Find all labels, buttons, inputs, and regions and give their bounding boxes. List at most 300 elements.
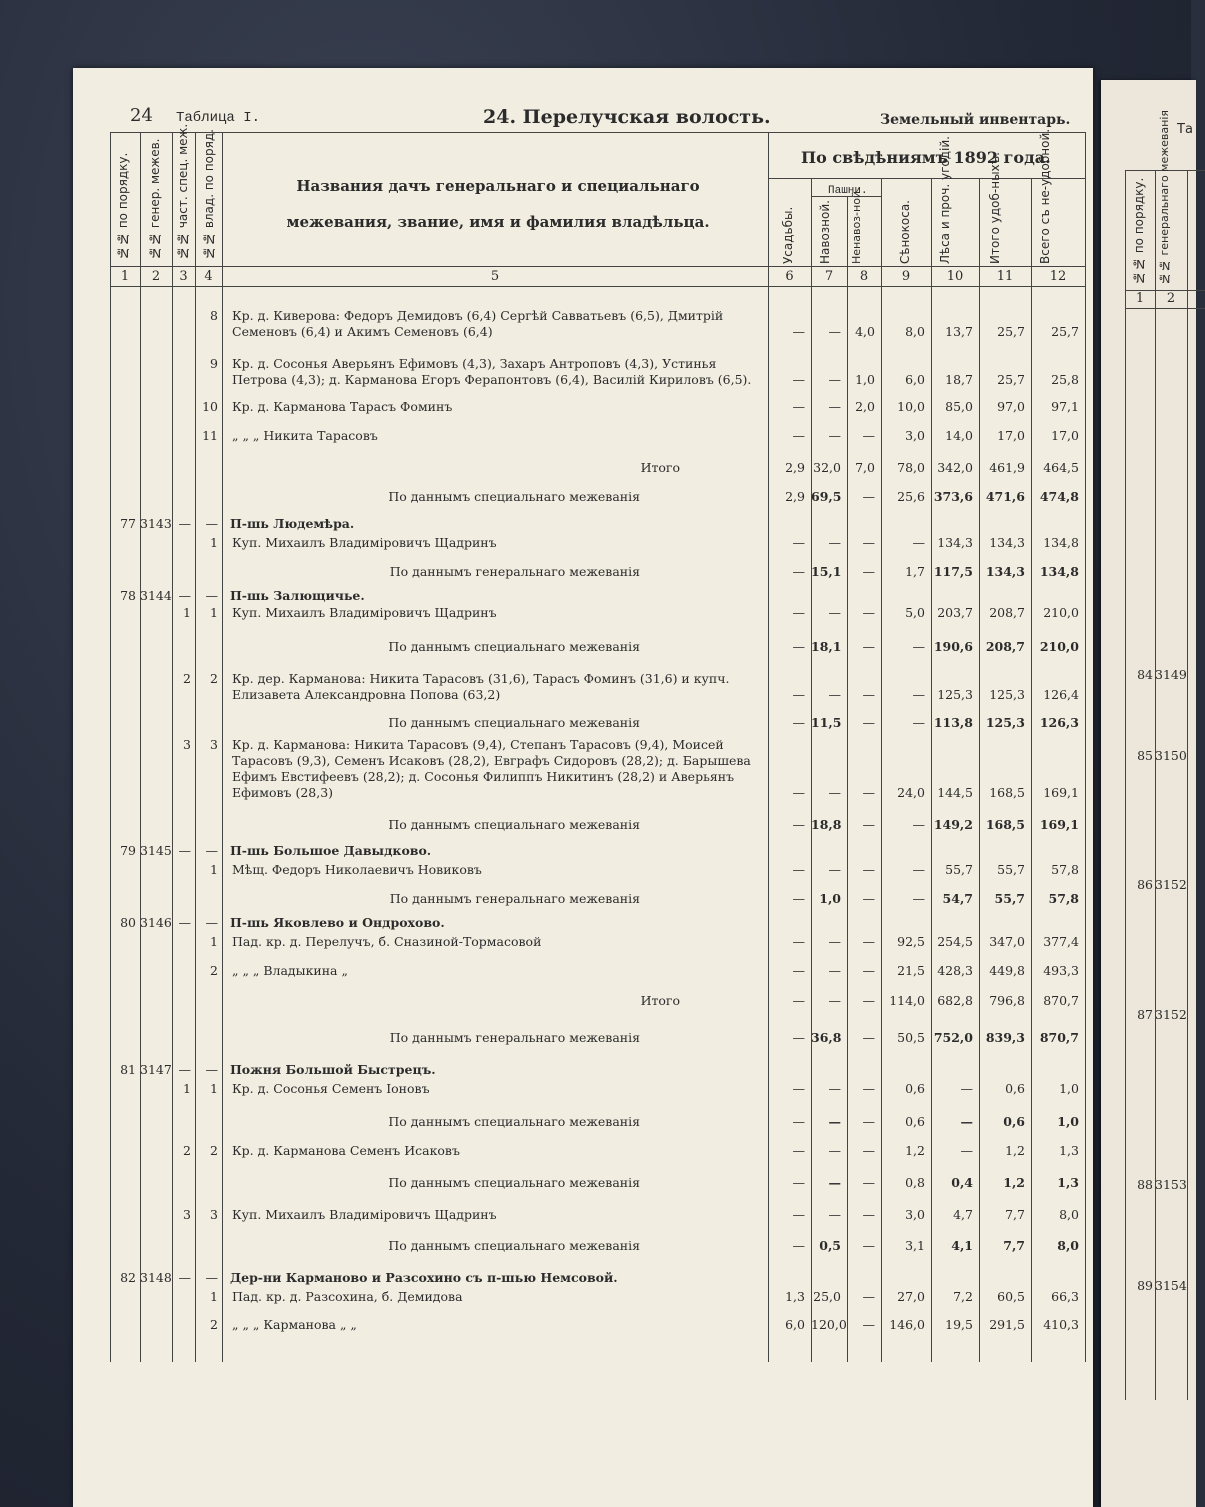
row-c3: 2 bbox=[183, 671, 191, 686]
value-v11: 839,3 bbox=[985, 1030, 1025, 1045]
summary-label: Итого bbox=[640, 993, 680, 1008]
value-v11: 25,7 bbox=[997, 372, 1025, 387]
value-v8: — bbox=[862, 535, 875, 550]
value-v12: 126,3 bbox=[1039, 715, 1079, 730]
value-v12: 25,8 bbox=[1051, 372, 1079, 387]
value-v11: 291,5 bbox=[989, 1317, 1025, 1332]
row-c4: 8 bbox=[210, 308, 218, 323]
value-v8: — bbox=[862, 993, 875, 1008]
adjacent-row-c1: 88 bbox=[1137, 1177, 1153, 1192]
value-v6: — bbox=[792, 862, 805, 877]
value-v6: — bbox=[792, 324, 805, 339]
value-v8: — bbox=[862, 785, 875, 800]
value-v9: 0,6 bbox=[905, 1114, 925, 1129]
value-v12: 410,3 bbox=[1043, 1317, 1079, 1332]
value-v6: — bbox=[792, 934, 805, 949]
running-header-right: Земельный инвентарь. bbox=[880, 112, 1071, 128]
value-v10: 7,2 bbox=[953, 1289, 973, 1304]
value-v9: — bbox=[912, 639, 925, 654]
value-v9: — bbox=[912, 535, 925, 550]
col-header-1: №№ по порядку. bbox=[116, 152, 130, 260]
value-v7: 25,0 bbox=[813, 1289, 841, 1304]
section-heading: П-шь Залющичье. bbox=[230, 588, 365, 603]
value-v6: 1,3 bbox=[785, 1289, 805, 1304]
page-title: 24. Перелучская волость. bbox=[483, 106, 771, 128]
value-v12: 464,5 bbox=[1043, 460, 1079, 475]
colnum-3: 3 bbox=[179, 269, 188, 284]
adjacent-col-header-1: №№ по порядку. bbox=[1132, 177, 1146, 285]
row-c4: 2 bbox=[210, 1143, 218, 1158]
value-v8: — bbox=[862, 1289, 875, 1304]
value-v6: — bbox=[792, 785, 805, 800]
adjacent-colnum-2: 2 bbox=[1166, 291, 1176, 306]
row-c2: 3147 bbox=[140, 1062, 172, 1077]
value-v11: 1,2 bbox=[1003, 1175, 1025, 1190]
row-c1: 81 bbox=[120, 1062, 136, 1077]
col-header-4: №№ влад. по поряд. bbox=[202, 129, 216, 260]
value-v8: 1,0 bbox=[855, 372, 875, 387]
value-v12: 210,0 bbox=[1043, 605, 1079, 620]
value-v7: 120,0 bbox=[811, 1317, 847, 1332]
value-v8: — bbox=[862, 1317, 875, 1332]
table-top-border bbox=[110, 132, 1085, 133]
adjacent-row-c2: 3153 bbox=[1155, 1177, 1187, 1192]
value-v12: 169,1 bbox=[1039, 817, 1079, 832]
row-c3: 1 bbox=[183, 1081, 191, 1096]
value-v12: 870,7 bbox=[1043, 993, 1079, 1008]
value-v9: — bbox=[912, 817, 925, 832]
value-v10: 18,7 bbox=[945, 372, 973, 387]
value-v11: 55,7 bbox=[994, 891, 1025, 906]
row-c3: — bbox=[178, 915, 191, 930]
section-heading: П-шь Большое Давыдково. bbox=[230, 843, 432, 858]
row-c3: 3 bbox=[183, 1207, 191, 1222]
owner-entry: Куп. Михаилъ Владиміровичъ Щадринъ bbox=[232, 1207, 497, 1222]
value-v9: 3,0 bbox=[905, 428, 925, 443]
row-c4: 2 bbox=[210, 963, 218, 978]
value-v6: — bbox=[792, 1238, 805, 1253]
value-v11: 168,5 bbox=[985, 817, 1025, 832]
value-v11: 7,7 bbox=[1005, 1207, 1025, 1222]
row-c4: 1 bbox=[210, 605, 218, 620]
value-v8: 7,0 bbox=[855, 460, 875, 475]
row-c4: 2 bbox=[210, 671, 218, 686]
value-v10: 682,8 bbox=[937, 993, 973, 1008]
value-v8: 4,0 bbox=[855, 324, 875, 339]
adjacent-row-c2: 3149 bbox=[1155, 667, 1187, 682]
adjacent-row-c2: 3152 bbox=[1155, 1007, 1187, 1022]
value-v10: — bbox=[960, 1114, 973, 1129]
row-c1: 82 bbox=[120, 1270, 136, 1285]
value-v9: 50,5 bbox=[897, 1030, 925, 1045]
value-v9: 25,6 bbox=[897, 489, 925, 504]
col-header-10: Лѣса и проч. угодій. bbox=[938, 136, 952, 264]
col-header-8: Ненавоз-ной. bbox=[850, 187, 863, 264]
col-border-left bbox=[110, 132, 111, 1362]
value-v10: 342,0 bbox=[937, 460, 973, 475]
row-c4: 9 bbox=[210, 356, 218, 371]
col-header-11: Итого удоб-ныхъ. bbox=[988, 152, 1002, 264]
value-v11: 134,3 bbox=[989, 535, 1025, 550]
value-v10: 19,5 bbox=[945, 1317, 973, 1332]
value-v11: 134,3 bbox=[985, 564, 1025, 579]
row-c3: 2 bbox=[183, 1143, 191, 1158]
summary-label: Итого bbox=[640, 460, 680, 475]
row-c3: 1 bbox=[183, 605, 191, 620]
value-v9: 21,5 bbox=[897, 963, 925, 978]
summary-label: По даннымъ специальнаго межеванія bbox=[388, 715, 640, 730]
value-v11: 125,3 bbox=[985, 715, 1025, 730]
value-v7: — bbox=[828, 934, 841, 949]
row-c3: — bbox=[178, 843, 191, 858]
value-v10: 117,5 bbox=[933, 564, 973, 579]
value-v9: 5,0 bbox=[905, 605, 925, 620]
row-c2: 3148 bbox=[140, 1270, 172, 1285]
value-v12: 8,0 bbox=[1059, 1207, 1079, 1222]
row-c4: 1 bbox=[210, 862, 218, 877]
row-c1: 80 bbox=[120, 915, 136, 930]
value-v9: 24,0 bbox=[897, 785, 925, 800]
value-v12: 1,0 bbox=[1059, 1081, 1079, 1096]
row-c1: 78 bbox=[120, 588, 136, 603]
colnum-divider bbox=[110, 286, 1085, 287]
value-v8: — bbox=[862, 1207, 875, 1222]
adjacent-row-c1: 85 bbox=[1137, 748, 1153, 763]
value-v10: 113,8 bbox=[933, 715, 973, 730]
value-v11: 17,0 bbox=[997, 428, 1025, 443]
row-c4: 1 bbox=[210, 535, 218, 550]
owner-entry: Пад. кр. д. Перелучъ, б. Сназиной-Тормасовой bbox=[232, 934, 542, 949]
value-v10: 125,3 bbox=[937, 687, 973, 702]
value-v7: — bbox=[828, 1207, 841, 1222]
value-v12: 493,3 bbox=[1043, 963, 1079, 978]
value-v10: — bbox=[960, 1143, 973, 1158]
page-number: 24 bbox=[130, 105, 153, 126]
value-v6: — bbox=[792, 1081, 805, 1096]
owner-entry: Кр. д. Карманова Тарасъ Фоминъ bbox=[232, 399, 453, 414]
owner-entry: Кр. д. Киверова: Федоръ Демидовъ (6,4) Сергѣй Савватьевъ (6,5), Дмитрій Семеновъ (6,4) и Акимъ Семеновъ (6,4) bbox=[232, 308, 724, 339]
value-v10: 149,2 bbox=[933, 817, 973, 832]
value-v11: 208,7 bbox=[985, 639, 1025, 654]
value-v7: — bbox=[828, 862, 841, 877]
value-v11: 7,7 bbox=[1003, 1238, 1025, 1253]
value-v11: 97,0 bbox=[997, 399, 1025, 414]
row-c2: 3143 bbox=[140, 516, 172, 531]
summary-label: По даннымъ специальнаго межеванія bbox=[388, 489, 640, 504]
value-v7: — bbox=[828, 1175, 841, 1190]
row-c4: 3 bbox=[210, 737, 218, 752]
row-c4: — bbox=[205, 1062, 218, 1077]
value-v8: — bbox=[862, 715, 875, 730]
colnum-7: 7 bbox=[824, 269, 834, 284]
value-v6: 2,9 bbox=[785, 460, 805, 475]
value-v6: — bbox=[792, 605, 805, 620]
value-v7: — bbox=[828, 963, 841, 978]
adjacent-col-border-left bbox=[1125, 170, 1126, 1400]
value-v11: 0,6 bbox=[1005, 1081, 1025, 1096]
colnum-1: 1 bbox=[120, 269, 130, 284]
section-heading: П-шь Яковлево и Ондрохово. bbox=[230, 915, 445, 930]
row-c4: 11 bbox=[202, 428, 218, 443]
value-v10: 373,6 bbox=[933, 489, 973, 504]
summary-label: По даннымъ специальнаго межеванія bbox=[388, 639, 640, 654]
value-v7: — bbox=[828, 1114, 841, 1129]
value-v10: 0,4 bbox=[951, 1175, 973, 1190]
value-v11: 1,2 bbox=[1005, 1143, 1025, 1158]
value-v9: 6,0 bbox=[905, 372, 925, 387]
value-v12: 57,8 bbox=[1051, 862, 1079, 877]
value-v10: 85,0 bbox=[945, 399, 973, 414]
value-v8: 2,0 bbox=[855, 399, 875, 414]
owner-entry: „ „ „ Владыкина „ bbox=[232, 963, 348, 978]
value-v9: 1,2 bbox=[905, 1143, 925, 1158]
row-c4: 1 bbox=[210, 1289, 218, 1304]
value-v12: 474,8 bbox=[1039, 489, 1079, 504]
adjacent-row-c1: 89 bbox=[1137, 1278, 1153, 1293]
value-v7: 0,5 bbox=[819, 1238, 841, 1253]
value-v10: 752,0 bbox=[933, 1030, 973, 1045]
adjacent-row-c1: 84 bbox=[1137, 667, 1153, 682]
value-v6: 6,0 bbox=[785, 1317, 805, 1332]
adjacent-page-header: Та bbox=[1177, 122, 1193, 137]
row-c4: 3 bbox=[210, 1207, 218, 1222]
value-v6: — bbox=[792, 1030, 805, 1045]
value-v7: 18,1 bbox=[811, 639, 842, 654]
value-v8: — bbox=[862, 639, 875, 654]
colnum-2: 2 bbox=[151, 269, 161, 284]
value-v8: — bbox=[862, 963, 875, 978]
value-v10: 134,3 bbox=[937, 535, 973, 550]
value-v6: — bbox=[792, 535, 805, 550]
value-v7: — bbox=[828, 399, 841, 414]
value-v11: 125,3 bbox=[989, 687, 1025, 702]
value-v7: — bbox=[828, 535, 841, 550]
value-v11: 55,7 bbox=[997, 862, 1025, 877]
adjacent-row-c2: 3154 bbox=[1155, 1278, 1187, 1293]
value-v6: — bbox=[792, 891, 805, 906]
value-v10: 55,7 bbox=[945, 862, 973, 877]
owner-entry: Кр. д. Сосонья Аверьянъ Ефимовъ (4,3), Захаръ Антроповъ (4,3), Устинья Петрова (4,3); д. Карманова Егоръ Ферапонтовъ (6,4), Василій Кириловъ (6,5). bbox=[232, 356, 752, 387]
value-v8: — bbox=[862, 687, 875, 702]
value-v12: 1,0 bbox=[1057, 1114, 1079, 1129]
value-v10: — bbox=[960, 1081, 973, 1096]
adjacent-col-header-2: №№ генеральнаго межеванія bbox=[1158, 109, 1171, 285]
colnum-9: 9 bbox=[901, 269, 911, 284]
row-c4: 2 bbox=[210, 1317, 218, 1332]
summary-label: По даннымъ специальнаго межеванія bbox=[388, 817, 640, 832]
value-v12: 126,4 bbox=[1043, 687, 1079, 702]
col-border-1 bbox=[140, 132, 141, 1362]
value-v9: 27,0 bbox=[897, 1289, 925, 1304]
value-v9: — bbox=[912, 891, 925, 906]
section-heading: Дер-ни Карманово и Разсохино съ п-шью Немсовой. bbox=[230, 1270, 618, 1285]
row-c3: — bbox=[178, 1062, 191, 1077]
value-v6: — bbox=[792, 963, 805, 978]
value-v12: 17,0 bbox=[1051, 428, 1079, 443]
value-v7: — bbox=[828, 324, 841, 339]
value-v7: 11,5 bbox=[811, 715, 842, 730]
summary-label: По даннымъ специальнаго межеванія bbox=[388, 1114, 640, 1129]
value-v8: — bbox=[862, 605, 875, 620]
value-v11: 60,5 bbox=[997, 1289, 1025, 1304]
row-c4: — bbox=[205, 588, 218, 603]
adjacent-row-c2: 3152 bbox=[1155, 877, 1187, 892]
value-v10: 4,1 bbox=[951, 1238, 973, 1253]
value-v7: — bbox=[828, 428, 841, 443]
value-v9: 0,6 bbox=[905, 1081, 925, 1096]
col-header-2: №№ генер. межев. bbox=[148, 138, 162, 260]
value-v11: 796,8 bbox=[989, 993, 1025, 1008]
value-v7: — bbox=[828, 372, 841, 387]
section-heading: Пожня Большой Быстрецъ. bbox=[230, 1062, 436, 1077]
value-v8: — bbox=[862, 1030, 875, 1045]
value-v12: 870,7 bbox=[1039, 1030, 1079, 1045]
summary-label: По даннымъ специальнаго межеванія bbox=[388, 1175, 640, 1190]
owner-entry: Пад. кр. д. Разсохина, б. Демидова bbox=[232, 1289, 463, 1304]
value-v7: 69,5 bbox=[811, 489, 842, 504]
colnum-6: 6 bbox=[785, 269, 794, 284]
value-v6: — bbox=[792, 715, 805, 730]
value-v6: — bbox=[792, 1175, 805, 1190]
row-c4: — bbox=[205, 516, 218, 531]
row-c3: — bbox=[178, 516, 191, 531]
value-v11: 168,5 bbox=[989, 785, 1025, 800]
row-c2: 3145 bbox=[140, 843, 172, 858]
colnum-12: 12 bbox=[1049, 269, 1067, 284]
adjacent-row-c1: 87 bbox=[1137, 1007, 1153, 1022]
value-v10: 203,7 bbox=[937, 605, 973, 620]
value-v8: — bbox=[862, 1238, 875, 1253]
value-v6: 2,9 bbox=[785, 489, 805, 504]
value-v9: 92,5 bbox=[897, 934, 925, 949]
value-v10: 190,6 bbox=[933, 639, 973, 654]
row-c2: 3144 bbox=[140, 588, 172, 603]
value-v9: 3,0 bbox=[905, 1207, 925, 1222]
value-v12: 97,1 bbox=[1051, 399, 1079, 414]
value-v6: — bbox=[792, 687, 805, 702]
value-v8: — bbox=[862, 1143, 875, 1158]
row-c3: — bbox=[178, 588, 191, 603]
value-v7: 32,0 bbox=[813, 460, 841, 475]
value-v7: — bbox=[828, 1081, 841, 1096]
value-v12: 25,7 bbox=[1051, 324, 1079, 339]
value-v7: 36,8 bbox=[811, 1030, 842, 1045]
row-c1: 79 bbox=[120, 843, 136, 858]
colnum-4: 4 bbox=[204, 269, 213, 284]
pashni-header: Пашни. bbox=[828, 185, 868, 197]
value-v11: 208,7 bbox=[989, 605, 1025, 620]
value-v12: 210,0 bbox=[1039, 639, 1079, 654]
value-v8: — bbox=[862, 817, 875, 832]
value-v12: 134,8 bbox=[1039, 564, 1079, 579]
value-v7: — bbox=[828, 1143, 841, 1158]
value-v6: — bbox=[792, 817, 805, 832]
value-v12: 66,3 bbox=[1051, 1289, 1079, 1304]
value-v8: — bbox=[862, 891, 875, 906]
value-v7: — bbox=[828, 785, 841, 800]
value-v6: — bbox=[792, 564, 805, 579]
row-c4: 1 bbox=[210, 934, 218, 949]
adjacent-col-border-1 bbox=[1155, 170, 1156, 1400]
table-label: Таблица I. bbox=[176, 110, 261, 126]
value-v6: — bbox=[792, 428, 805, 443]
row-c4: — bbox=[205, 843, 218, 858]
value-v6: — bbox=[792, 993, 805, 1008]
value-v10: 4,7 bbox=[953, 1207, 973, 1222]
summary-label: По даннымъ специальнаго межеванія bbox=[388, 1238, 640, 1253]
value-v11: 449,8 bbox=[989, 963, 1025, 978]
value-v9: — bbox=[912, 862, 925, 877]
owner-entry: „ „ „ Карманова „ „ bbox=[232, 1317, 357, 1332]
col-header-3: №№ част. спец. меж. bbox=[176, 123, 190, 260]
owner-entry: Кр. д. Сосонья Семенъ Іоновъ bbox=[232, 1081, 430, 1096]
value-v7: — bbox=[828, 605, 841, 620]
value-v12: 1,3 bbox=[1059, 1143, 1079, 1158]
value-v9: 0,8 bbox=[905, 1175, 925, 1190]
value-v9: 10,0 bbox=[897, 399, 925, 414]
summary-label: По даннымъ генеральнаго межеванія bbox=[389, 1030, 640, 1045]
adjacent-colnum-1: 1 bbox=[1135, 291, 1145, 306]
value-v9: — bbox=[912, 715, 925, 730]
names-header bbox=[228, 168, 768, 240]
col-border-4 bbox=[222, 132, 223, 1362]
owner-entry: Мѣщ. Федоръ Николаевичъ Новиковъ bbox=[232, 862, 482, 877]
document-page bbox=[73, 68, 1093, 1507]
summary-label: По даннымъ генеральнаго межеванія bbox=[389, 564, 640, 579]
adjacent-row-c2: 3150 bbox=[1155, 748, 1187, 763]
value-v11: 0,6 bbox=[1003, 1114, 1025, 1129]
value-v9: 8,0 bbox=[905, 324, 925, 339]
row-c3: 3 bbox=[183, 737, 191, 752]
section-heading: П-шь Людемѣра. bbox=[230, 516, 355, 531]
value-v8: — bbox=[862, 1081, 875, 1096]
value-v8: — bbox=[862, 564, 875, 579]
value-v8: — bbox=[862, 428, 875, 443]
colnum-5: 5 bbox=[490, 269, 500, 284]
value-v6: — bbox=[792, 372, 805, 387]
col-border-right bbox=[1085, 132, 1086, 1362]
value-v11: 471,6 bbox=[985, 489, 1025, 504]
value-v10: 144,5 bbox=[937, 785, 973, 800]
value-v11: 347,0 bbox=[989, 934, 1025, 949]
col-header-9: Сѣнокоса. bbox=[898, 200, 912, 264]
row-c1: 77 bbox=[120, 516, 136, 531]
value-v6: — bbox=[792, 399, 805, 414]
owner-entry: Куп. Михаилъ Владиміровичъ Щадринъ bbox=[232, 605, 497, 620]
value-v8: — bbox=[862, 862, 875, 877]
period-header: По свѣдѣниямъ 1892 года. bbox=[801, 148, 1051, 167]
value-v11: 461,9 bbox=[989, 460, 1025, 475]
value-v7: 15,1 bbox=[811, 564, 842, 579]
row-c3: — bbox=[178, 1270, 191, 1285]
value-v8: — bbox=[862, 1175, 875, 1190]
summary-label: По даннымъ генеральнаго межеванія bbox=[389, 891, 640, 906]
colnum-8: 8 bbox=[859, 269, 869, 284]
value-v12: 57,8 bbox=[1048, 891, 1079, 906]
value-v8: — bbox=[862, 934, 875, 949]
row-c4: 10 bbox=[202, 399, 218, 414]
owner-entry: „ „ „ Никита Тарасовъ bbox=[232, 428, 378, 443]
value-v12: 377,4 bbox=[1043, 934, 1079, 949]
value-v12: 1,3 bbox=[1057, 1175, 1079, 1190]
value-v9: 114,0 bbox=[889, 993, 925, 1008]
adjacent-colnum-divider bbox=[1125, 308, 1205, 309]
col-header-12: Всего съ не-удобной. bbox=[1038, 128, 1052, 264]
row-c4: — bbox=[205, 1270, 218, 1285]
col-header-6: Усадьбы. bbox=[781, 206, 795, 264]
value-v10: 14,0 bbox=[945, 428, 973, 443]
value-v10: 13,7 bbox=[945, 324, 973, 339]
